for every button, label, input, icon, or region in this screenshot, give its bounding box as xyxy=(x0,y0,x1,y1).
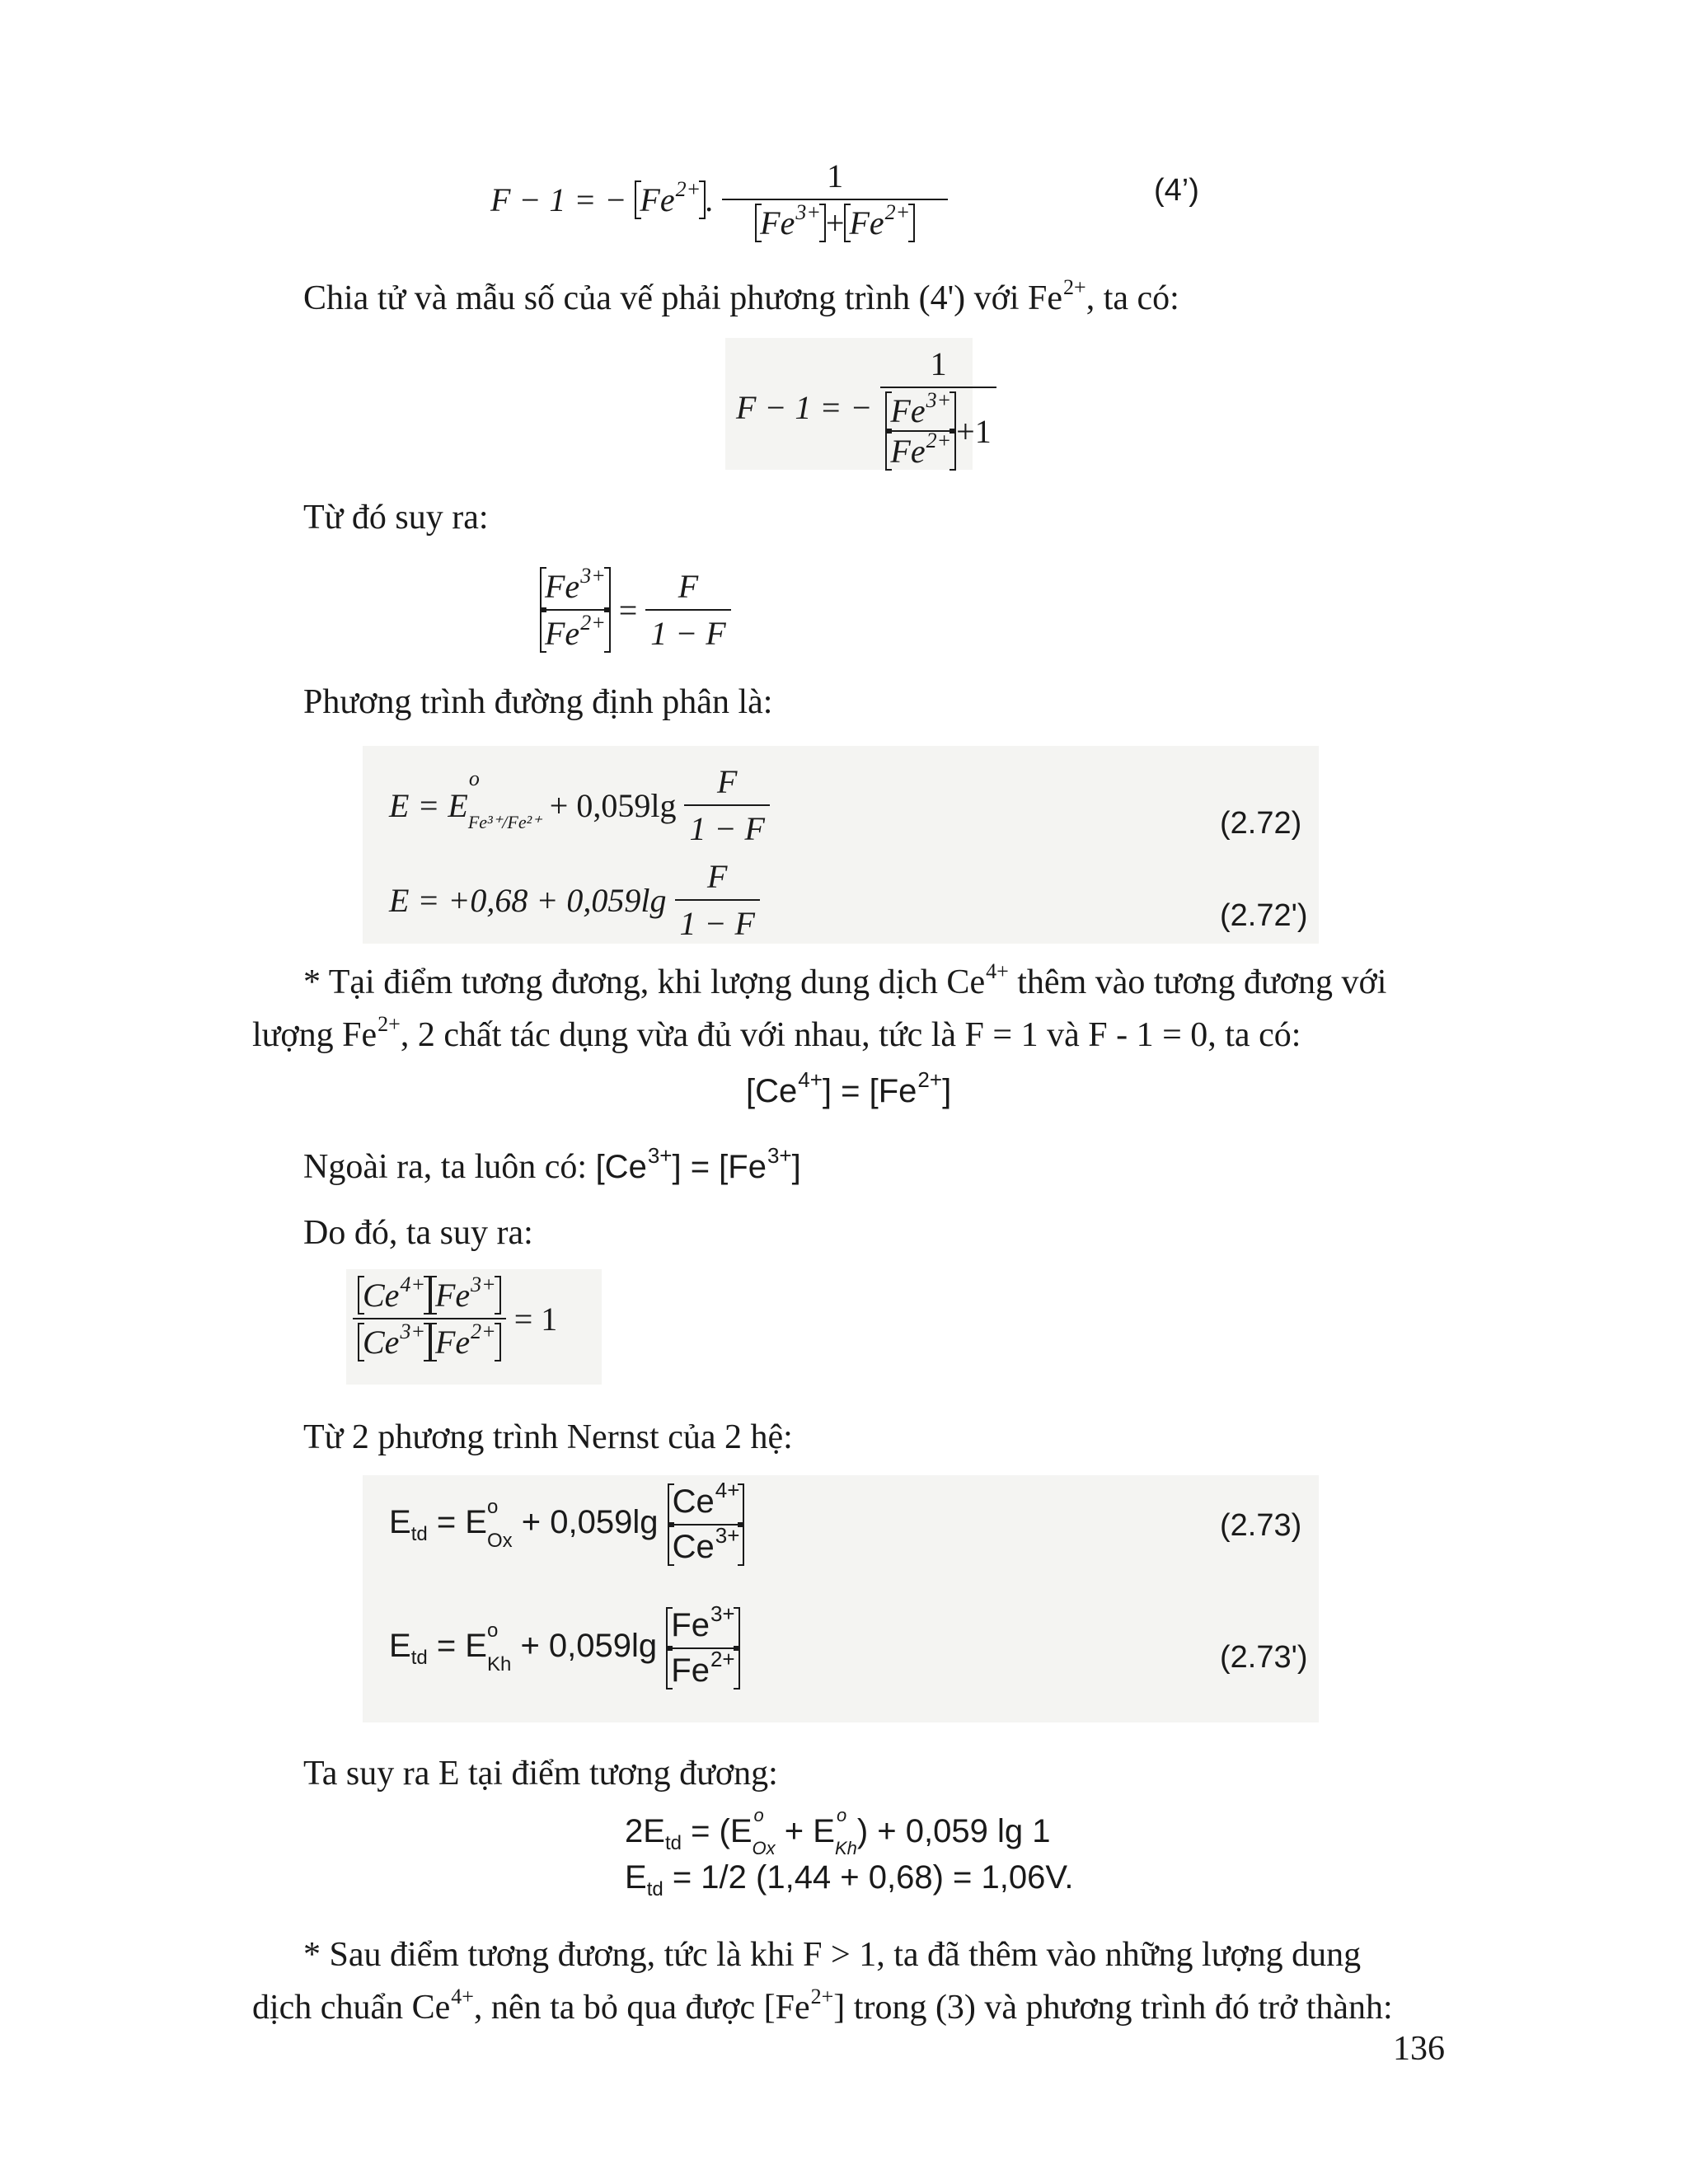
subscript: td xyxy=(410,1522,428,1545)
text: + 0,059lg xyxy=(512,1503,659,1540)
text: Do đó, ta suy ra: xyxy=(303,1214,533,1252)
numerator: F xyxy=(678,568,699,605)
fe2-bracket xyxy=(635,176,706,219)
text: [Ce xyxy=(746,1073,798,1109)
superscript: 2+ xyxy=(810,1985,834,2008)
equals-one: = 1 xyxy=(513,1300,558,1338)
subscript: Fe³⁺/Fe²⁺ xyxy=(467,811,542,832)
text: + E xyxy=(775,1813,835,1849)
symbol-fe: Fe xyxy=(849,204,884,241)
superscript: o xyxy=(486,1619,499,1642)
superscript: o xyxy=(468,766,480,790)
equation-number: (2.72) xyxy=(1220,806,1302,841)
text: Ta suy ra E tại điểm tương đương: xyxy=(303,1755,778,1793)
text: lượng Fe xyxy=(252,1016,377,1054)
log-term: + 0,059lg xyxy=(549,786,677,824)
numerator: 1 xyxy=(827,157,844,194)
subscript: td xyxy=(646,1878,663,1900)
equation-number: (2.73') xyxy=(1220,1640,1308,1675)
paragraph xyxy=(303,491,489,544)
equation-4-prime: F − 1 = − $Fe^{2+}$ . $\frac{1}{Fe^{3+} + Fe^{2+}}$ xyxy=(490,157,948,255)
fraction xyxy=(684,762,769,848)
paragraph xyxy=(303,956,1459,1013)
superscript: 3+ xyxy=(767,1143,792,1168)
paragraph xyxy=(303,1141,801,1197)
equation-number: (4’) xyxy=(1154,173,1199,208)
paragraph-continued xyxy=(252,1981,1393,2038)
subscript: Kh xyxy=(834,1838,857,1858)
numerator: 1 xyxy=(930,345,947,382)
text: ] trong (3) và phương trình đó trở thành: xyxy=(833,1989,1393,2027)
text: = E xyxy=(427,1503,487,1540)
paragraph xyxy=(303,1411,793,1464)
superscript: 2+ xyxy=(377,1012,401,1036)
equation-etd xyxy=(625,1859,1074,1901)
equation-2-73-prime xyxy=(389,1601,740,1690)
paragraph-continued xyxy=(252,1009,1301,1066)
symbol-fe: Fe xyxy=(434,1324,471,1361)
fraction xyxy=(668,1478,745,1566)
text: ) + 0,059 lg 1 xyxy=(856,1813,1051,1849)
paragraph xyxy=(303,1207,533,1259)
denominator: 1 − F xyxy=(684,804,769,848)
text: * Tại điểm tương đương, khi lượng dung dịch Ce xyxy=(303,963,986,1001)
text: , nên ta bỏ qua được [Fe xyxy=(473,1989,810,2027)
equation-2-72 xyxy=(389,762,770,848)
symbol-fe: Fe xyxy=(890,392,926,429)
equation-number: (2.72') xyxy=(1220,898,1308,933)
symbol-ce: Ce xyxy=(363,1324,400,1361)
text: = E xyxy=(427,1627,487,1664)
equation-product xyxy=(353,1272,558,1361)
text: Chia tử và mẫu số của vế phải phương trình (4') với Fe xyxy=(303,279,1063,317)
paragraph xyxy=(303,272,1179,329)
text: ] = [Fe xyxy=(672,1149,767,1185)
charge: 3+ xyxy=(471,1272,496,1296)
text: ] = [Fe xyxy=(822,1073,917,1109)
f-fraction xyxy=(645,567,730,653)
symbol-fe: Fe xyxy=(671,1652,710,1689)
fraction xyxy=(722,157,948,242)
equation-lhs: F − 1 = − xyxy=(490,180,627,218)
subscript: Ox xyxy=(486,1529,513,1552)
symbol-fe: Fe xyxy=(545,615,580,652)
equation-ratio xyxy=(540,564,731,653)
fraction xyxy=(353,1272,506,1361)
equation-number: (2.73) xyxy=(1220,1508,1302,1543)
denominator: 1 − F xyxy=(645,609,730,653)
text: , 2 chất tác dụng vừa đủ với nhau, tức là F = 1 và F - 1 = 0, ta có: xyxy=(400,1016,1301,1054)
subscript: td xyxy=(664,1832,682,1854)
charge: 2+ xyxy=(675,176,701,201)
superscript: 4+ xyxy=(798,1067,823,1092)
charge: 3+ xyxy=(580,564,606,588)
subscript: td xyxy=(410,1646,428,1669)
charge: 2+ xyxy=(471,1319,496,1343)
superscript: 4+ xyxy=(451,1985,474,2008)
charge: 3+ xyxy=(926,388,952,412)
charge: 3+ xyxy=(400,1319,425,1343)
denominator: 1 − F xyxy=(675,899,760,943)
text: E xyxy=(389,1503,411,1540)
symbol-ce: Ce xyxy=(672,1483,715,1520)
text: + 0,059lg xyxy=(511,1627,658,1664)
charge: 2+ xyxy=(884,200,911,224)
plus: + xyxy=(825,204,845,241)
inner-fraction xyxy=(885,388,956,471)
page-number: 136 xyxy=(1393,2030,1445,2068)
charge: 3+ xyxy=(715,1523,740,1548)
charge: 4+ xyxy=(715,1478,740,1502)
subscript: Ox xyxy=(752,1838,776,1858)
equation-divided xyxy=(736,344,996,471)
equation-2-72-prime xyxy=(389,857,760,943)
superscript: o xyxy=(753,1805,764,1825)
text: * Sau điểm tương đương, tức là khi F > 1, ta đã thêm vào những lượng dung xyxy=(303,1936,1362,1974)
text: [Ce xyxy=(595,1149,647,1185)
equals: = xyxy=(618,591,638,629)
text: thêm vào tương đương với xyxy=(1008,963,1387,1001)
symbol-ce: Ce xyxy=(672,1529,715,1565)
denominator xyxy=(880,387,996,471)
text: ] xyxy=(791,1149,801,1185)
charge: 2+ xyxy=(926,429,952,452)
symbol-fe: Fe xyxy=(640,180,675,218)
charge: 3+ xyxy=(710,1601,735,1626)
text: 2E xyxy=(625,1813,665,1849)
equation-lhs: F − 1 = − xyxy=(736,389,873,426)
symbol-fe: Fe xyxy=(545,568,580,605)
ratio-fraction xyxy=(540,564,611,653)
charge: 3+ xyxy=(795,200,821,224)
equation-2-73 xyxy=(389,1478,744,1566)
text: dịch chuẩn Ce xyxy=(252,1989,451,2027)
text: , ta có: xyxy=(1085,279,1179,317)
text: E xyxy=(389,1627,411,1664)
charge: 2+ xyxy=(580,611,606,635)
charge: 4+ xyxy=(400,1272,425,1296)
denominator xyxy=(722,199,948,242)
fraction xyxy=(675,857,760,943)
subscript: Kh xyxy=(486,1652,512,1675)
numerator: F xyxy=(716,763,738,800)
text: Từ đó suy ra: xyxy=(303,499,489,537)
text: = 1/2 (1,44 + 0,68) = 1,06V. xyxy=(663,1859,1074,1896)
symbol-fe: Fe xyxy=(760,204,795,241)
superscript: o xyxy=(836,1805,847,1825)
text: Ngoài ra, ta luôn có: xyxy=(303,1148,596,1186)
superscript: 2+ xyxy=(1063,275,1086,299)
text: ] xyxy=(942,1073,952,1109)
superscript: 2+ xyxy=(917,1067,943,1092)
numerator: F xyxy=(707,858,728,895)
equation-2etd xyxy=(625,1805,1051,1858)
symbol-fe: Fe xyxy=(671,1607,710,1643)
plus-one: +1 xyxy=(956,412,992,450)
equation-lhs: E = +0,68 + 0,059lg xyxy=(389,881,667,919)
text: E xyxy=(625,1859,647,1896)
text: Từ 2 phương trình Nernst của 2 hệ: xyxy=(303,1418,793,1456)
text: Phương trình đường định phân là: xyxy=(303,683,773,721)
paragraph xyxy=(303,1747,778,1800)
symbol-fe: Fe xyxy=(890,433,926,470)
fraction xyxy=(880,344,996,471)
superscript: 3+ xyxy=(647,1143,673,1168)
superscript: o xyxy=(486,1495,499,1518)
superscript: 4+ xyxy=(986,959,1009,983)
symbol-ce: Ce xyxy=(363,1277,400,1314)
fraction xyxy=(666,1601,739,1690)
equation-equivalence xyxy=(746,1067,952,1110)
paragraph xyxy=(303,1929,1459,1981)
charge: 2+ xyxy=(710,1647,735,1671)
text: = (E xyxy=(681,1813,753,1849)
symbol-fe: Fe xyxy=(434,1277,471,1314)
paragraph xyxy=(303,676,772,729)
equation-lhs: E = E xyxy=(389,786,468,824)
